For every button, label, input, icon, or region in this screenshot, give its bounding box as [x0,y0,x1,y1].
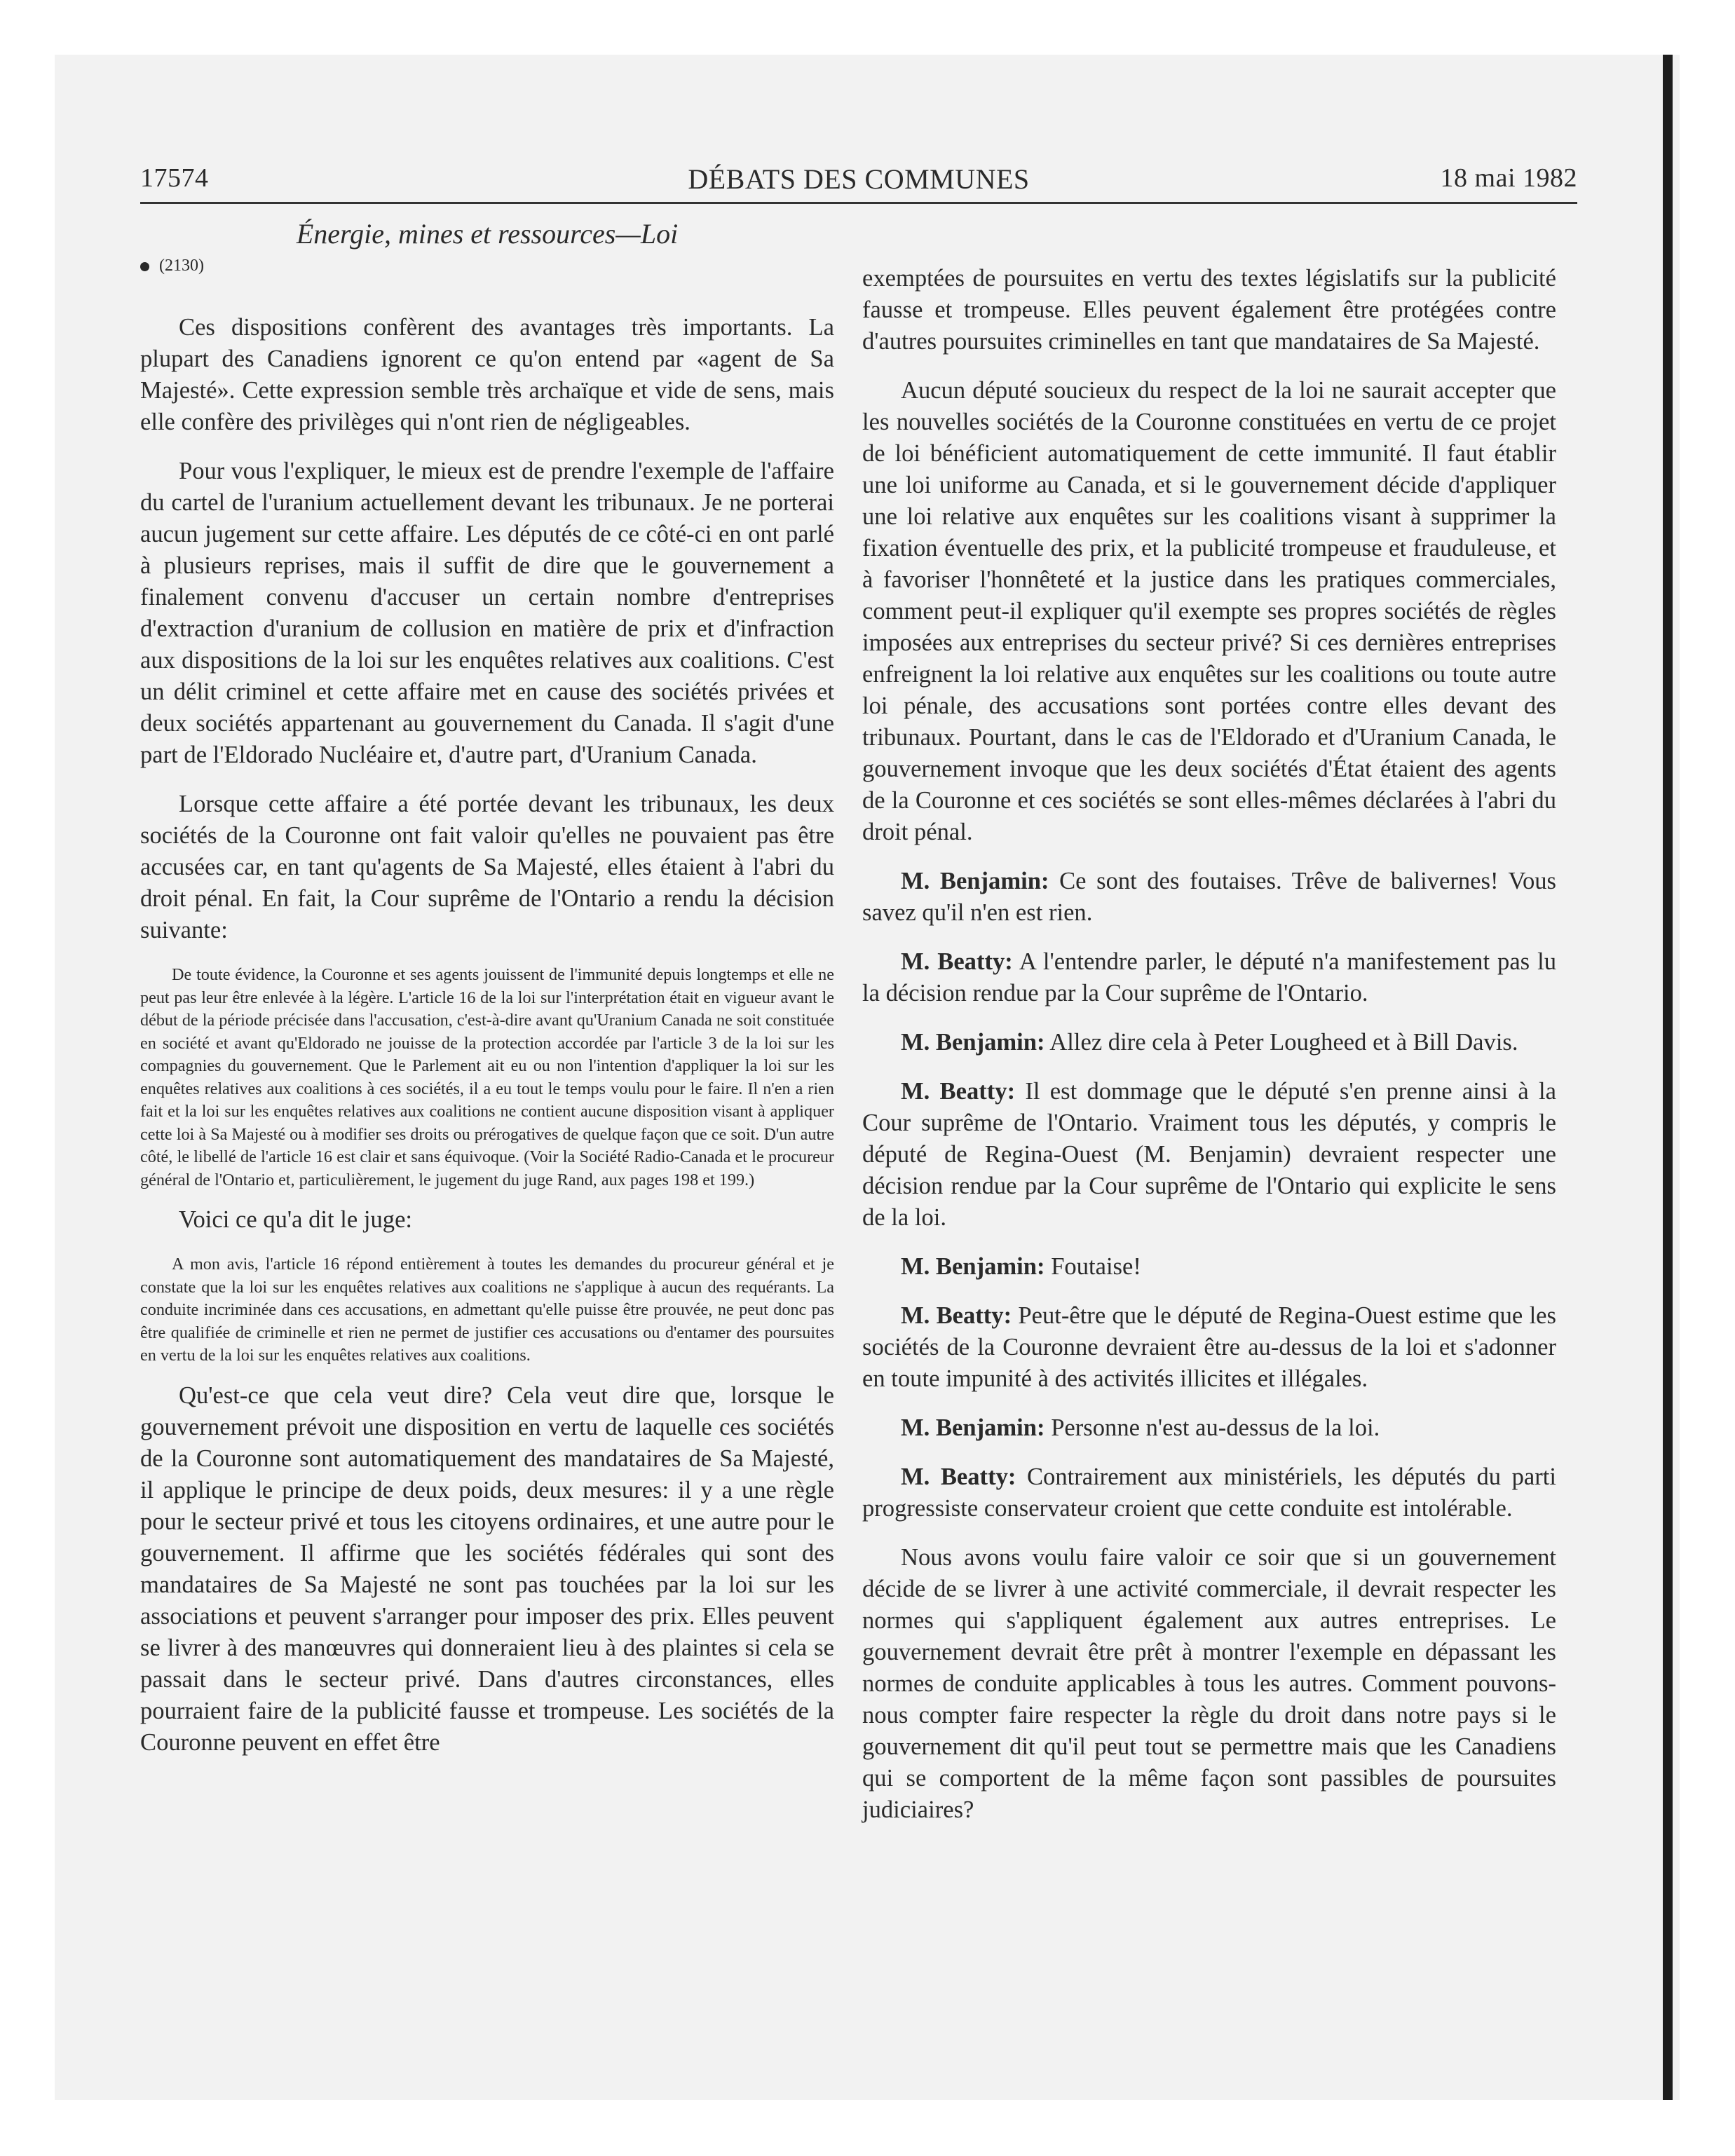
page-header [140,163,1577,204]
speech-text: A l'entendre parler, le député n'a manifestement pas lu la décision rendue par la Cour suprême de l'Ontario. [862,948,1556,1007]
section-subject: Énergie, mines et ressources—Loi [296,218,679,250]
speech [862,866,1556,929]
speech [862,1300,1556,1395]
judge-quotation: A mon avis, l'article 16 répond entièrement à toutes les demandes du procureur général et je constate que la loi sur les enquêtes relatives aux coalitions ne s'applique à aucun des requérants. La conduite incriminée dans ces accusations, en admettant qu'elle puisse être prouvée, ne peut donc pas être qualifiée de criminelle et rien ne permet de justifier ces accusations ou d'entamer des poursuites en vertu de la loi sur les enquêtes relatives aux coalitions. [140,1255,834,1365]
page-date: 18 mai 1982 [1440,163,1577,193]
paragraph: Aucun député soucieux du respect de la loi ne saurait accepter que les nouvelles sociétés de la Couronne constituées en vertu de ce projet de loi bénéficient automatiquement de cette immunité. Il faut établir une loi uniforme au Canada, et si le gouvernement décide d'appliquer une loi relative aux enquêtes sur les coalitions visant à supprimer la fixation éventuelle des prix, et la publicité trompeuse et frauduleuse, et à favoriser l'honnêteté et la justice dans les pratiques commerciales, comment peut-il expliquer qu'il exempte ses propres sociétés de règles imposées aux entreprises du secteur privé? Si ces dernières entreprises enfreignent la loi relative aux enquêtes sur les coalitions ou toute autre loi pénale, des accusations sont portées contre elles devant des tribunaux. Pourtant, dans le cas de l'Eldorado et d'Uranium Canada, le gouvernement invoque que les deux sociétés d'État étaient des agents de la Couronne et ces sociétés se sont elles-mêmes déclarées à l'abri du droit pénal. [862,377,1556,845]
scan-edge-bar [1663,55,1673,2100]
paragraph: Qu'est-ce que cela veut dire? Cela veut dire que, lorsque le gouvernement prévoit une disposition en vertu de laquelle ces sociétés de la Couronne sont automatiquement des mandataires de Sa Majesté, il applique le principe de deux poids, deux mesures: il y a une règle pour le secteur privé et tous les citoyens ordinaires, et une autre pour le gouvernement. Il affirme que les sociétés fédérales qui sont des mandataires de Sa Majesté ne sont pas touchées par la loi sur les associations et peuvent s'arranger pour imposer des prix. Elles peuvent se livrer à des manœuvres qui donneraient lieu à des plaintes si cela se passait dans le secteur privé. Dans d'autres circonstances, elles pourraient faire de la publicité fausse et trompeuse. Les sociétés de la Couronne peuvent en effet être [140,1381,834,1756]
paragraph: Ces dispositions confèrent des avantages très importants. La plupart des Canadiens ignorent ce qu'on entend par «agent de Sa Majesté». Cette expression semble très archaïque et vide de sens, mais elle confère des privilèges qui n'ont rien de négligeables. [140,314,834,435]
time-marker [140,257,204,275]
speaker-name: M. Benjamin: [901,1029,1045,1056]
speech [862,946,1556,1009]
speech [862,1076,1556,1234]
paragraph: Voici ce qu'a dit le juge: [179,1206,413,1233]
right-column [862,263,1556,1843]
publication-title: DÉBATS DES COMMUNES [688,163,1030,195]
speech [862,1461,1556,1524]
speech [862,1027,1556,1058]
speech-text: Contrairement aux ministériels, les députés du parti progressiste conservateur croient que cette conduite est intolérable. [862,1464,1556,1522]
left-column [140,312,834,1776]
paragraph: Lorsque cette affaire a été portée devant les tribunaux, les deux sociétés de la Couronne ont fait valoir qu'elles ne pouvaient pas être accusées car, en tant qu'agents de Sa Majesté, elles étaient à l'abri du droit pénal. En fait, la Cour suprême de l'Ontario a rendu la décision suivante: [140,791,834,943]
court-quotation: De toute évidence, la Couronne et ses agents jouissent de l'immunité depuis longtemps et elle ne peut pas leur être enlevée à la légère. L'article 16 de la loi sur l'interprétation était en vigueur avant le début de la période précisée dans l'accusation, c'est-à-dire avant qu'Uranium Canada ne soit constituée en société et avant qu'Eldorado ne jouisse de la protection accordée par l'article 3 de la loi sur les compagnies du gouvernement. Que le Parlement ait eu ou non l'intention d'appliquer la loi sur les enquêtes relatives aux coalitions à ces sociétés, il a eu tout le temps voulu pour le faire. Il n'en a rien fait et la loi sur les enquêtes relatives aux coalitions ne contient aucune disposition visant à appliquer cette loi à Sa Majesté ou à modifier ses droits ou prérogatives de quelque façon que ce soit. D'un autre côté, le libellé de l'article 16 est clair et sans équivoque. (Voir la Société Radio-Canada et le procureur général de l'Ontario et, particulièrement, le jugement du juge Rand, aux pages 198 et 199.) [140,965,834,1189]
page-number: 17574 [140,163,209,193]
time-marker-text: (2130) [159,257,204,275]
speaker-name: M. Beatty: [901,1302,1012,1329]
paragraph-continued: exemptées de poursuites en vertu des textes législatifs sur la publicité fausse et trompeuse. Elles peuvent également être protégées contre d'autres poursuites criminelles en tant que mandataires de Sa Majesté. [862,265,1556,355]
speaker-name: M. Beatty: [901,1464,1016,1490]
speaker-name: M. Benjamin: [901,868,1049,894]
speech-text: Peut-être que le député de Regina-Ouest estime que les sociétés de la Couronne devraient être au-dessus de la loi et s'adonner en toute impunité à des activités illicites et illégales. [862,1302,1556,1392]
speech-text: Allez dire cela à Peter Lougheed et à Bill Davis. [1049,1029,1518,1056]
speech-text: Foutaise! [1051,1253,1141,1280]
speech-text: Il est dommage que le député s'en prenne ainsi à la Cour suprême de l'Ontario. Vraiment tous les députés, y compris le député de Regina-Ouest (M. Benjamin) devraient respecter une décision rendue par la Cour suprême de l'Ontario qui explicite le sens de la loi. [862,1078,1557,1231]
speaker-name: M. Beatty: [901,1078,1016,1105]
paragraph: Pour vous l'expliquer, le mieux est de prendre l'exemple de l'affaire du cartel de l'uranium actuellement devant les tribunaux. Je ne porterai aucun jugement sur cette affaire. Les députés de ce côté-ci en ont parlé à plusieurs reprises, mais il suffit de dire que le gouvernement a finalement convenu d'accuser un certain nombre d'entreprises d'extraction d'uranium de collusion en matière de prix et d'infraction aux dispositions de la loi sur les enquêtes relatives aux coalitions. C'est un délit criminel et cette affaire met en cause des sociétés privées et deux sociétés appartenant au gouvernement du Canada. Il s'agit d'une part de l'Eldorado Nucléaire et, d'autre part, d'Uranium Canada. [140,458,834,768]
speech [862,1251,1556,1283]
speech-text: Personne n'est au-dessus de la loi. [1051,1414,1380,1441]
speech-text: Ce sont des foutaises. Trêve de balivernes! Vous savez qu'il n'en est rien. [862,868,1556,926]
speaker-name: M. Benjamin: [901,1414,1045,1441]
paragraph: Nous avons voulu faire valoir ce soir que si un gouvernement décide de se livrer à une activité commerciale, il devrait respecter les normes qui s'appliquent également aux autres entreprises. Le gouvernement devrait être prêt à montrer l'exemple en dépassant les normes de conduite applicables à tous les autres. Comment pouvons-nous compter faire respecter la règle du droit dans notre pays si le gouvernement dit qu'il peut tout se permettre mais que les Canadiens qui se comportent de la même façon sont passibles de poursuites judiciaires? [862,1544,1556,1823]
bullet-icon [140,262,149,271]
speech [862,1412,1556,1444]
speaker-name: M. Beatty: [901,948,1013,975]
speaker-name: M. Benjamin: [901,1253,1045,1280]
